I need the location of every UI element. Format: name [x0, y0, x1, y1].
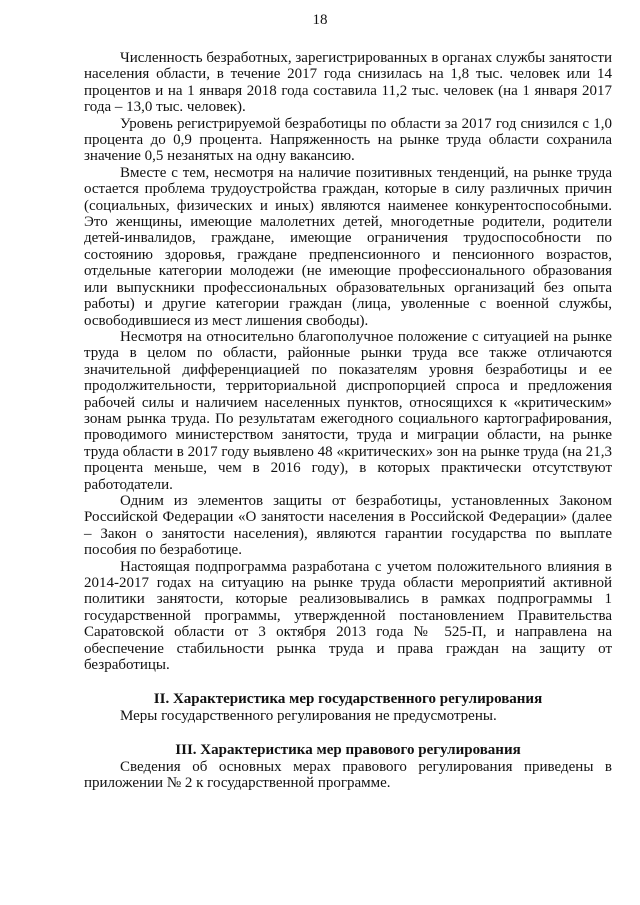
paragraph-unemployed-count: Численность безработных, зарегистрированных в органах службы занятости населения области, в течение 2017 года снизилась на 1,8 тыс. человек или 14 процентов и на 1 января 2018 года составила 11,2 тыс. человек (на 1 января 2017 года – 13,0 тыс. человек). — [84, 50, 612, 116]
page-number: 18 — [312, 12, 328, 28]
paragraph-subprogram-purpose: Настоящая подпрограмма разработана с учетом положительного влияния в 2014-2017 годах на ситуацию на рынке труда области мероприятий активной политики занятости, которые реализовывались в рамках подпрограммы 1 государственной программы, утвержденной постановлением Правительства Саратовской области от 3 октября 2013 года № 525-П, и направлена на обеспечение стабильности рынка труда и права граждан на защиту от безработицы. — [84, 558, 612, 674]
section-2-text: Меры государственного регулирования не предусмотрены. — [120, 708, 497, 725]
paragraph-unemployment-rate: Уровень регистрируемой безработицы по области за 2017 год снизился с 1,0 процента до 0,9 процента. Напряженность на рынке труда области сохранила значение 0,5 незанятых на одну вакансию. — [84, 115, 612, 165]
section-2-title: II. Характеристика мер государственного регулирования — [153, 691, 543, 708]
paragraph-regional-markets: Несмотря на относительно благополучное положение с ситуацией на рынке труда в целом по области, районные рынки труда все также отличаются значительной дифференциацией по показателям уровня безработицы и ее продолжительности, территориальной диспропорцией спроса и предложения рабочей силы и наличием населенных пунктов, относящихся к «критическим» зонам рынка труда. По результатам ежегодного социального картографирования, проводимого министерством занятости, труда и миграции области, на рынке труда области в 2017 году выявлено 48 «критических» зон на рынке труда (на 21,3 процента меньше, чем в 2016 году), в которых практически отсутствуют работодатели. — [84, 328, 612, 493]
paragraph-unemployment-protection: Одним из элементов защиты от безработицы, установленных Законом Российской Федерации «О занятости населения в Российской Федерации» (далее – Закон о занятости населения), являются гарантии государства по выплате пособия по безработице. — [84, 492, 612, 559]
document-body — [84, 50, 612, 792]
paragraph-vulnerable-groups: Вместе с тем, несмотря на наличие позитивных тенденций, на рынке труда остается проблема трудоустройства граждан, которые в силу различных причин (социальных, физических и иных) являются наименее конкурентоспособными. Это женщины, имеющие малолетних детей, многодетные родители, родители детей-инвалидов, граждане, имеющие ограничения трудоспособности по состоянию здоровья, граждане предпенсионного и пенсионного возрастов, отдельные категории молодежи (не имеющие профессионального образования или выпускники профессиональных образовательных организаций без опыта работы) и другие категории граждан (лица, уволенные с военной службы, освободившиеся из мест лишения свободы). — [84, 164, 612, 329]
section-3-text: Сведения об основных мерах правового регулирования приведены в приложении № 2 к государственной программе. — [84, 758, 612, 792]
section-3-title: III. Характеристика мер правового регулирования — [175, 741, 521, 758]
